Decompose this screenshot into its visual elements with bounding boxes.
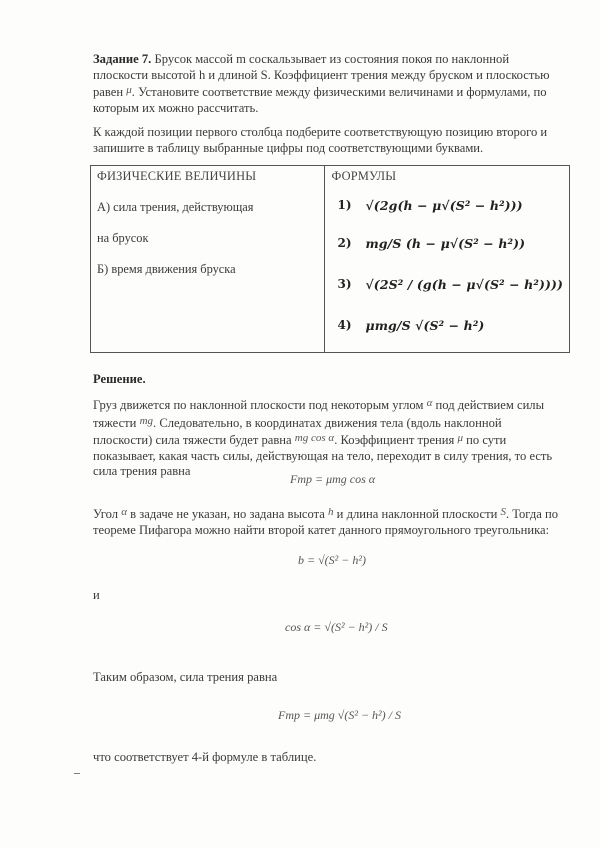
quantities-column — [91, 166, 325, 353]
quantities-header: ФИЗИЧЕСКИЕ ВЕЛИЧИНЫ — [97, 169, 257, 183]
solution-paragraph-2: Угол α в задаче не указан, но задана высота h и длина наклонной плоскости S. Тогда по теореме Пифагора можно найти второй катет данного прямоугольного треугольника: — [93, 506, 559, 537]
formulas-column — [325, 166, 570, 353]
formula-2-expression: mg/S (h − μ√(S² − h²)) — [365, 235, 526, 251]
conjunction-and: и — [93, 588, 100, 602]
task-label: Задание 7. — [93, 52, 152, 66]
solution-paragraph-1: Груз движется по наклонной плоскости под некоторым углом α под действием силы тяжести mg. Следовательно, в координатах движения тела (вдоль наклонной плоскости) сила тяжести будет равна mg cos α. Коэффициент трения μ по сути показывает, какая часть силы, действующая на тело, переходит в силу трения, то есть сила трения равна — [93, 397, 553, 478]
quantity-a-cont: на брусок — [97, 231, 149, 245]
equation-cosine: cos α = √(S² − h²) / S — [285, 620, 388, 634]
formula-1-number: 1) — [337, 198, 352, 212]
task-statement: Задание 7. Брусок массой m соскальзывает из состояния покоя по наклонной плоскости высотой h и длиной S. Коэффициент трения между бруском и плоскостью равен μ. Установите соответствие между физическими величинами и формулами, по которым их можно рассчитать. — [93, 52, 550, 115]
formula-3 — [331, 262, 563, 306]
formula-4-number: 4) — [337, 318, 352, 332]
quantity-b: Б) время движения бруска — [97, 262, 236, 276]
formula-2-number: 2) — [337, 236, 352, 250]
formula-2 — [331, 224, 563, 262]
solution-conclusion: что соответствует 4-й формуле в таблице. — [93, 750, 317, 764]
alpha-symbol: α — [426, 397, 433, 409]
h-symbol: h — [328, 506, 334, 518]
mu-symbol-2: μ — [457, 432, 463, 444]
task-instruction: К каждой позиции первого столбца подберите соответствующую позицию второго и запишите в таблицу выбранные цифры под соответствующими буквами. — [93, 125, 548, 155]
formula-3-expression: √(2S² / (g(h − μ√(S² − h²)))) — [365, 276, 563, 292]
scan-artifact — [74, 773, 80, 774]
formulas-header: ФОРМУЛЫ — [331, 169, 397, 183]
equation-cathetus: b = √(S² − h²) — [298, 553, 366, 567]
mg-symbol: mg — [139, 414, 154, 427]
quantity-a: А) сила трения, действующая — [97, 200, 254, 214]
formula-4 — [331, 306, 563, 344]
mu-symbol: μ — [126, 84, 132, 96]
formula-1-expression: √(2g(h − μ√(S² − h²))) — [365, 197, 523, 213]
formula-1 — [331, 186, 563, 224]
equation-friction-final: Fтр = μmg √(S² − h²) / S — [278, 708, 401, 722]
solution-paragraph-3: Таким образом, сила трения равна — [93, 670, 278, 684]
equation-friction-force: Fтр = μmg cos α — [290, 472, 376, 486]
solution-heading: Решение. — [93, 372, 146, 386]
s-symbol: S — [500, 506, 506, 518]
formula-4-expression: μmg/S √(S² − h²) — [365, 317, 485, 333]
mgcos-symbol: mg cos α — [294, 432, 335, 444]
formula-3-number: 3) — [337, 277, 352, 291]
matching-table — [90, 165, 570, 353]
